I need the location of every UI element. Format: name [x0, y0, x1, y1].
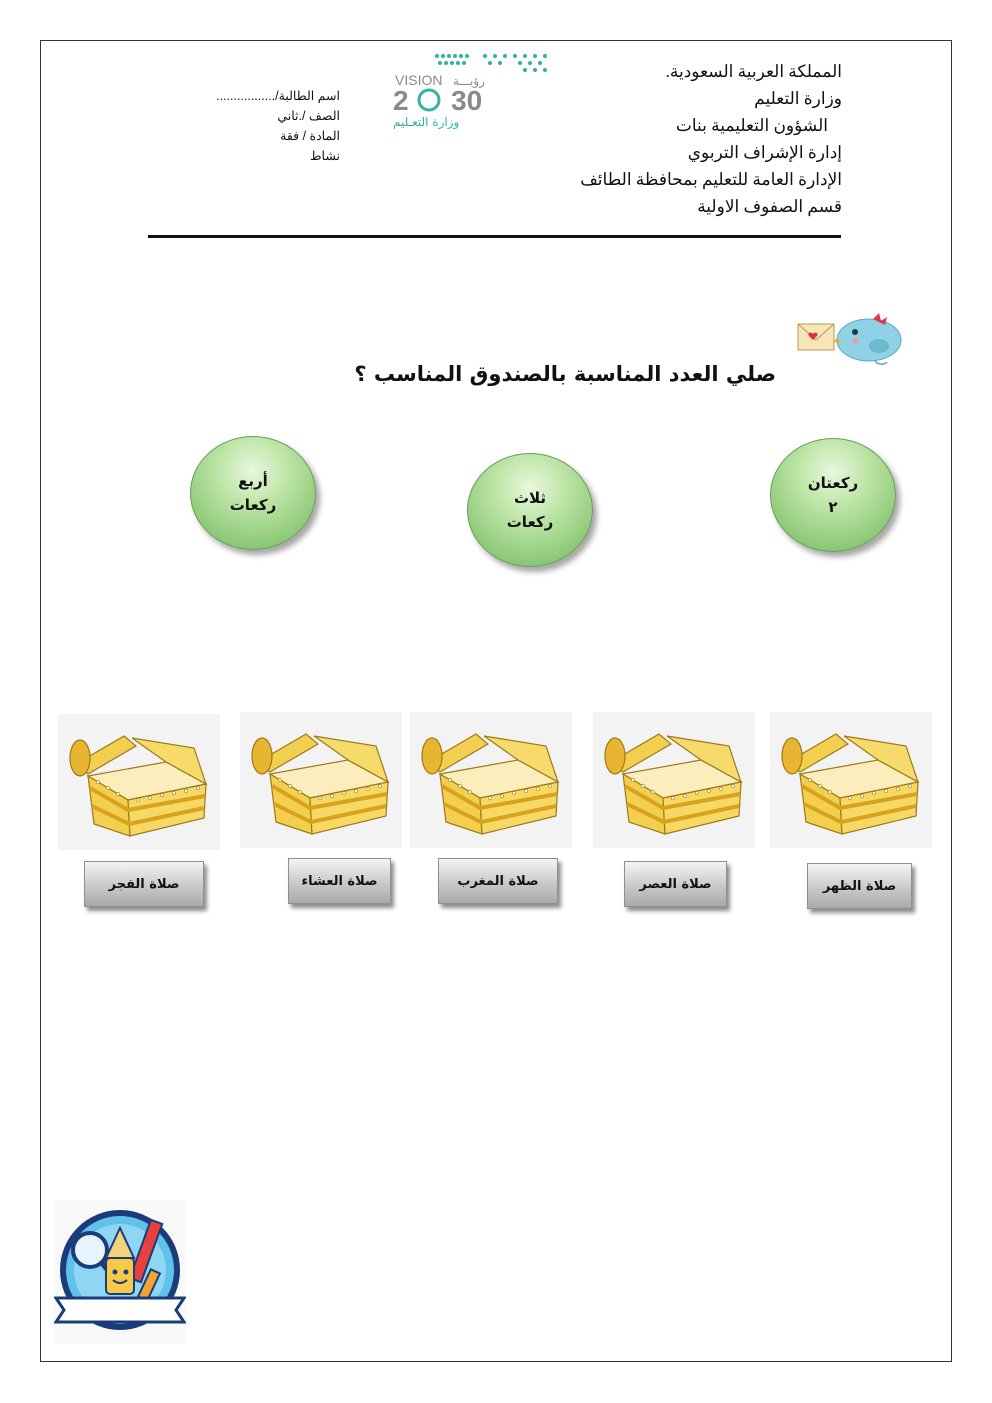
subject-line: المادة / فقة: [280, 129, 340, 143]
treasure-chest-icon[interactable]: [410, 712, 572, 848]
circle-line2: ٢: [828, 498, 838, 516]
prayer-label-asr[interactable]: صلاة العصر: [624, 861, 727, 907]
circle-line2: ركعات: [229, 496, 277, 514]
prayer-label-fajr[interactable]: صلاة الفجر: [84, 861, 204, 907]
activity-line: نشاط: [310, 149, 340, 163]
circle-line1: أربع: [238, 472, 268, 490]
page-border: [40, 40, 952, 1362]
ministry-line: المملكة العربية السعودية.: [665, 62, 842, 81]
treasure-chest-icon[interactable]: [58, 714, 220, 850]
answer-circle-two-rakaat[interactable]: [770, 438, 896, 552]
circle-line2: ركعات: [506, 513, 554, 531]
logo-ministry-text: وزارة التعـليم: [393, 115, 460, 129]
circle-line1: ثلاث: [513, 489, 547, 507]
logo-year-left: 2: [393, 85, 409, 116]
instruction-text: صلي العدد المناسبة بالصندوق المناسب ؟: [354, 362, 776, 386]
school-supplies-badge-icon: [54, 1200, 186, 1344]
answer-circle-four-rakaat[interactable]: [190, 436, 316, 550]
ministry-line: الشؤون التعليمية بنات: [675, 116, 828, 135]
ministry-line: وزارة التعليم: [754, 89, 842, 108]
header-divider: [148, 235, 841, 238]
prayer-label-dhuhr[interactable]: صلاة الظهر: [807, 863, 912, 909]
student-info: [150, 86, 340, 166]
prayer-label-isha[interactable]: صلاة العشاء: [288, 858, 391, 904]
logo-year-right: 30: [451, 85, 483, 116]
grade-line: الصف /.ثاني: [277, 109, 340, 123]
ministry-line: الإدارة العامة للتعليم بمحافظة الطائف: [580, 170, 842, 189]
logo-vision-text: VISION: [395, 72, 443, 88]
bird-with-letter-icon: [795, 312, 905, 372]
answer-circle-three-rakaat[interactable]: [467, 453, 593, 567]
ministry-header: [542, 58, 842, 220]
ministry-line: إدارة الإشراف التربوي: [687, 143, 842, 162]
ministry-line: قسم الصفوف الاولية: [697, 197, 842, 216]
treasure-chest-icon[interactable]: [770, 712, 932, 848]
treasure-chest-icon[interactable]: [593, 712, 755, 848]
treasure-chest-icon[interactable]: [240, 712, 402, 848]
prayer-label-maghrib[interactable]: صلاة المغرب: [438, 858, 558, 904]
logo-ruya-text: رؤيـــة: [453, 74, 485, 88]
circle-line1: ركعتان: [807, 474, 859, 492]
student-name-line: اسم الطالبة/.................: [216, 89, 340, 103]
vision-2030-logo: [385, 50, 555, 130]
